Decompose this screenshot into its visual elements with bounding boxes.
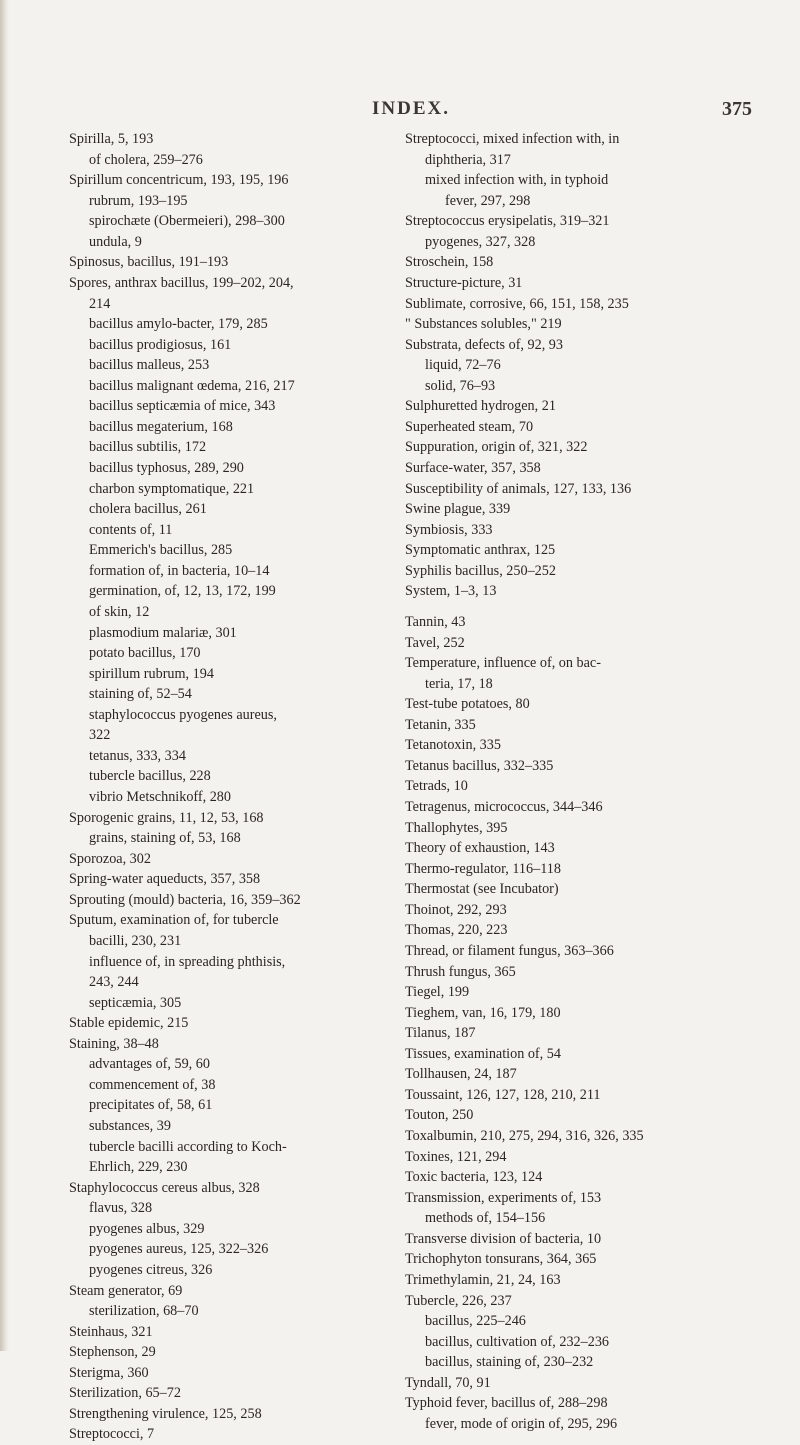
index-entry: Tollhausen, 24, 187 xyxy=(405,1066,517,1083)
index-entry: Swine plague, 339 xyxy=(405,501,511,518)
index-entry: Steam generator, 69 xyxy=(69,1282,183,1299)
index-entry: Sterilization, 65–72 xyxy=(69,1385,181,1402)
index-entry: Tannin, 43 xyxy=(405,613,466,630)
index-subentry: grains, staining of, 53, 168 xyxy=(89,830,241,847)
index-entry: Streptococci, 7 xyxy=(69,1426,155,1443)
index-subentry: methods of, 154–156 xyxy=(425,1210,546,1227)
index-entry: Toussaint, 126, 127, 128, 210, 211 xyxy=(405,1086,601,1103)
index-entry: Thoinot, 292, 293 xyxy=(405,901,507,918)
index-entry: Tetanotoxin, 335 xyxy=(405,737,501,754)
index-entry: Staphylococcus cereus albus, 328 xyxy=(69,1179,260,1196)
index-entry: Stable epidemic, 215 xyxy=(69,1015,189,1032)
index-entry: Structure-picture, 31 xyxy=(405,274,523,291)
index-subentry: 322 xyxy=(89,727,111,744)
index-entry: Tubercle, 226, 237 xyxy=(405,1292,512,1309)
index-entry: Spinosus, bacillus, 191–193 xyxy=(69,254,229,271)
index-subentry: pyogenes, 327, 328 xyxy=(425,233,536,250)
index-column-left xyxy=(69,129,397,1445)
index-subentry: bacillus septicæmia of mice, 343 xyxy=(89,398,276,415)
index-subentry: staining of, 52–54 xyxy=(89,686,192,703)
index-entry: Tetrads, 10 xyxy=(405,778,468,795)
index-subentry: Ehrlich, 229, 230 xyxy=(89,1159,188,1176)
index-subentry: diphtheria, 317 xyxy=(425,151,511,168)
index-subentry: formation of, in bacteria, 10–14 xyxy=(89,562,270,579)
index-entry: " Substances solubles," 219 xyxy=(405,316,562,333)
index-subentry: bacilli, 230, 231 xyxy=(89,932,182,949)
index-entry: Tavel, 252 xyxy=(405,634,465,651)
index-entry: Sporogenic grains, 11, 12, 53, 168 xyxy=(69,809,264,826)
index-subentry: contents of, 11 xyxy=(89,521,173,538)
index-entry: Staining, 38–48 xyxy=(69,1035,159,1052)
index-entry: Strengthening virulence, 125, 258 xyxy=(69,1405,262,1422)
index-subentry: charbon symptomatique, 221 xyxy=(89,480,255,497)
index-subentry: advantages of, 59, 60 xyxy=(89,1056,210,1073)
index-subentry: fever, mode of origin of, 295, 296 xyxy=(425,1415,618,1432)
index-entry: Toxic bacteria, 123, 124 xyxy=(405,1169,543,1186)
index-entry: Substrata, defects of, 92, 93 xyxy=(405,336,563,353)
index-subentry: bacillus prodigiosus, 161 xyxy=(89,336,232,353)
index-entry: Thread, or filament fungus, 363–366 xyxy=(405,942,614,959)
index-subentry: spirillum rubrum, 194 xyxy=(89,665,214,682)
index-subentry: rubrum, 193–195 xyxy=(89,192,188,209)
index-subentry: of cholera, 259–276 xyxy=(89,151,203,168)
index-entry: Trimethylamin, 21, 24, 163 xyxy=(405,1271,561,1288)
index-subentry: 214 xyxy=(89,295,111,312)
index-subentry: vibrio Metschnikoff, 280 xyxy=(89,789,231,805)
index-subentry: bacillus malignant œdema, 216, 217 xyxy=(89,377,295,394)
running-head: INDEX. xyxy=(372,98,450,119)
index-subentry: undula, 9 xyxy=(89,233,142,250)
index-subentry: of skin, 12 xyxy=(89,603,150,620)
index-subentry: cholera bacillus, 261 xyxy=(89,501,207,518)
page-number: 375 xyxy=(722,98,752,120)
index-entry: Tetanin, 335 xyxy=(405,716,476,733)
index-entry: System, 1–3, 13 xyxy=(405,583,497,600)
index-entry: Sublimate, corrosive, 66, 151, 158, 235 xyxy=(405,295,629,312)
index-entry: Thomas, 220, 223 xyxy=(405,922,508,939)
index-subentry: tetanus, 333, 334 xyxy=(89,747,186,764)
index-subentry: bacillus typhosus, 289, 290 xyxy=(89,460,244,476)
index-subentry: teria, 17, 18 xyxy=(425,675,493,692)
index-subentry: liquid, 72–76 xyxy=(425,357,501,374)
index-subentry: bacillus, staining of, 230–232 xyxy=(425,1354,594,1371)
index-entry: Transverse division of bacteria, 10 xyxy=(405,1230,602,1247)
index-subentry: staphylococcus pyogenes aureus, xyxy=(89,706,277,723)
index-entry: Thrush fungus, 365 xyxy=(405,963,516,980)
index-subentry: commencement of, 38 xyxy=(89,1076,216,1093)
index-entry: Tyndall, 70, 91 xyxy=(405,1374,491,1391)
index-entry: Tieghem, van, 16, 179, 180 xyxy=(405,1004,561,1021)
index-subentry: fever, 297, 298 xyxy=(445,192,531,209)
index-subentry: tubercle bacilli according to Koch- xyxy=(89,1138,287,1155)
index-subentry: precipitates of, 58, 61 xyxy=(89,1097,213,1114)
index-entry: Sterigma, 360 xyxy=(69,1364,149,1381)
index-entry: Toxalbumin, 210, 275, 294, 316, 326, 335 xyxy=(405,1128,644,1144)
index-subentry: solid, 76–93 xyxy=(425,377,496,394)
index-subentry: plasmodium malariæ, 301 xyxy=(89,624,237,641)
index-entry: Steinhaus, 321 xyxy=(69,1323,153,1340)
index-subentry: septicæmia, 305 xyxy=(89,994,182,1011)
index-entry: Sporozoa, 302 xyxy=(69,850,151,867)
index-subentry: bacillus, cultivation of, 232–236 xyxy=(425,1333,610,1350)
index-subentry: sterilization, 68–70 xyxy=(89,1303,199,1320)
index-entry: Stroschein, 158 xyxy=(405,254,494,271)
index-entry: Test-tube potatoes, 80 xyxy=(405,696,530,713)
index-subentry: bacillus subtilis, 172 xyxy=(89,439,207,456)
index-subentry: substances, 39 xyxy=(89,1118,171,1134)
index-entry: Suppuration, origin of, 321, 322 xyxy=(405,439,588,456)
index-entry: Sprouting (mould) bacteria, 16, 359–362 xyxy=(69,891,301,908)
index-entry: Symptomatic anthrax, 125 xyxy=(405,542,556,559)
index-entry: Tiegel, 199 xyxy=(405,984,470,1001)
index-entry: Trichophyton tonsurans, 364, 365 xyxy=(405,1251,597,1268)
index-entry: Stephenson, 29 xyxy=(69,1344,156,1361)
index-subentry: Emmerich's bacillus, 285 xyxy=(89,542,233,559)
index-entry: Thermo-regulator, 116–118 xyxy=(405,860,561,877)
index-entry: Streptococci, mixed infection with, in xyxy=(405,131,620,147)
index-entry: Transmission, experiments of, 153 xyxy=(405,1189,602,1206)
index-entry: Thermostat (see Incubator) xyxy=(405,881,559,898)
index-entry: Sputum, examination of, for tubercle xyxy=(69,912,279,929)
index-subentry: 243, 244 xyxy=(89,974,139,991)
index-entry: Symbiosis, 333 xyxy=(405,521,493,538)
index-subentry: bacillus, 225–246 xyxy=(425,1313,526,1330)
index-entry: Spring-water aqueducts, 357, 358 xyxy=(69,871,261,888)
index-subentry: pyogenes aureus, 125, 322–326 xyxy=(89,1241,269,1258)
index-subentry: flavus, 328 xyxy=(89,1200,153,1217)
index-subentry: potato bacillus, 170 xyxy=(89,645,201,662)
index-entry: Touton, 250 xyxy=(405,1107,474,1124)
index-entry: Typhoid fever, bacillus of, 288–298 xyxy=(405,1395,608,1412)
index-subentry: bacillus amylo-bacter, 179, 285 xyxy=(89,316,268,333)
index-entry: Tetanus bacillus, 332–335 xyxy=(405,757,554,774)
index-entry: Spores, anthrax bacillus, 199–202, 204, xyxy=(69,274,294,291)
page-header xyxy=(0,98,800,124)
index-entry: Thallophytes, 395 xyxy=(405,819,508,836)
index-subentry: bacillus malleus, 253 xyxy=(89,357,210,374)
page-binding-edge xyxy=(0,0,9,1351)
index-entry: Sulphuretted hydrogen, 21 xyxy=(405,398,556,415)
index-entry: Superheated steam, 70 xyxy=(405,418,534,435)
index-subentry: spirochæte (Obermeieri), 298–300 xyxy=(89,213,285,230)
index-subentry: pyogenes albus, 329 xyxy=(89,1220,205,1237)
index-entry: Spirilla, 5, 193 xyxy=(69,131,154,147)
index-entry: Spirillum concentricum, 193, 195, 196 xyxy=(69,172,289,189)
index-entry: Streptococcus erysipelatis, 319–321 xyxy=(405,213,610,230)
index-subentry: tubercle bacillus, 228 xyxy=(89,768,211,785)
index-entry: Temperature, influence of, on bac- xyxy=(405,655,601,672)
index-subentry: influence of, in spreading phthisis, xyxy=(89,953,286,970)
index-entry: Theory of exhaustion, 143 xyxy=(405,840,555,857)
index-entry: Toxines, 121, 294 xyxy=(405,1148,507,1165)
index-subentry: bacillus megaterium, 168 xyxy=(89,418,233,435)
index-entry: Tissues, examination of, 54 xyxy=(405,1045,561,1062)
index-subentry: pyogenes citreus, 326 xyxy=(89,1261,213,1278)
index-entry: Tilanus, 187 xyxy=(405,1025,476,1042)
index-entry: Surface-water, 357, 358 xyxy=(405,460,541,476)
index-entry: Susceptibility of animals, 127, 133, 136 xyxy=(405,480,632,497)
index-column-right xyxy=(405,129,733,1434)
index-entry: Tetragenus, micrococcus, 344–346 xyxy=(405,799,603,815)
index-entry: Syphilis bacillus, 250–252 xyxy=(405,562,556,579)
index-subentry: mixed infection with, in typhoid xyxy=(425,172,609,189)
index-subentry: germination, of, 12, 13, 172, 199 xyxy=(89,583,276,600)
